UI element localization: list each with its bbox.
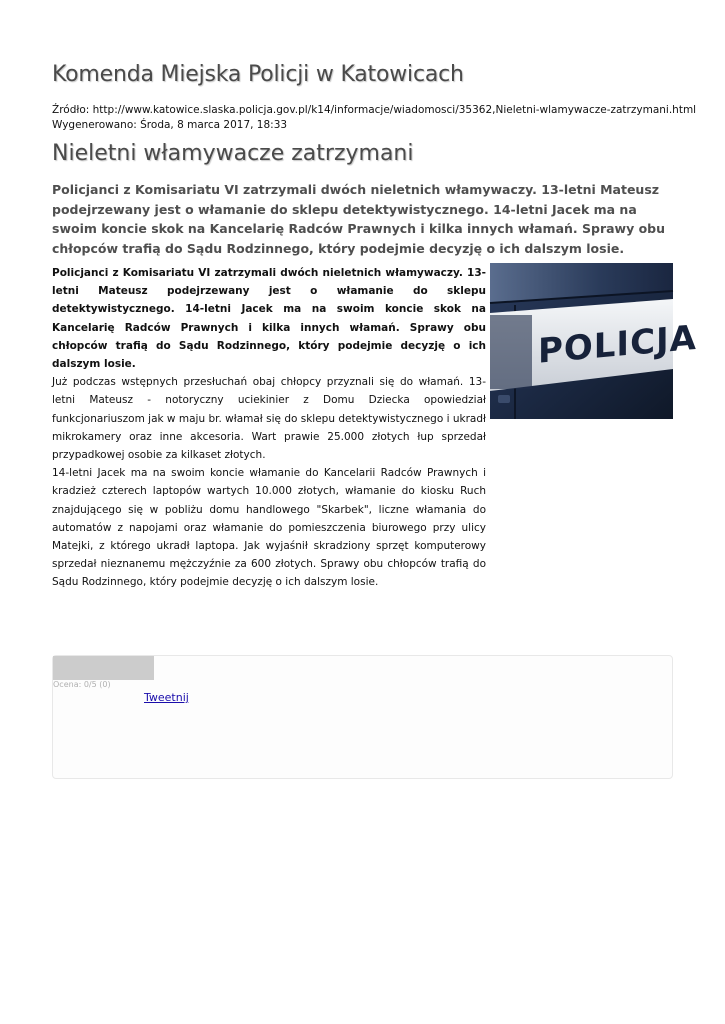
source-line: Źródło: http://www.katowice.slaska.policja.gov.pl/k14/informacje/wiadomosci/35362,Nieletni-wlamywacze-zatrzymani.html [52, 104, 697, 116]
document-meta [52, 103, 696, 133]
site-title: Komenda Miejska Policji w Katowicach [52, 62, 464, 87]
rating-share-box [52, 655, 673, 779]
article-paragraph-2: 14-letni Jacek ma na swoim koncie włamanie do Kancelarii Radców Prawnych i kradzież czterech laptopów wartych 10.000 złotych, włamanie do kiosku Ruch znajdującego się w pobliżu domu handlowego "Skarbek", liczne włamania do automatów z napojami oraz włamanie do pomieszczenia biurowego przy ulicy Matejki, z którego ukradł laptopa. Jak wyjaśnił skradziony sprzęt komputerowy sprzedał nieznanemu mężczyźnie za 600 złotych. Sprawy obu chłopców trafią do Sądu Rodzinnego, który podejmie decyzję o ich dalszym losie. [52, 467, 486, 589]
rating-stars-bar[interactable] [53, 656, 154, 680]
article-title: Nieletni włamywacze zatrzymani [52, 141, 414, 166]
police-van-image [490, 263, 697, 419]
article-body-lead: Policjanci z Komisariatu VI zatrzymali dwóch nieletnich włamywaczy. 13-letni Mateusz podejrzewany jest o włamanie do sklepu detektywistycznego. 14-letni Jacek ma na swoim koncie skok na Kancelarię Radców Prawnych i kilka innych włamań. Sprawy obu chłopców trafią do Sądu Rodzinnego, który podejmie decyzję o ich dalszym losie. [52, 267, 486, 371]
tweet-link[interactable]: Tweetnij [144, 691, 189, 704]
generated-date: Wygenerowano: Środa, 8 marca 2017, 18:33 [52, 119, 288, 131]
police-label-text: POLICJA [538, 317, 697, 372]
rating-label: Ocena: 0/5 (0) [53, 680, 111, 689]
article-lead: Policjanci z Komisariatu VI zatrzymali dwóch nieletnich włamywaczy. 13-letni Mateusz podejrzewany jest o włamanie do sklepu detektywistycznego. 14-letni Jacek ma na swoim koncie skok na Kancelarię Radców Prawnych i kilka innych włamań. Sprawy obu chłopców trafią do Sądu Rodzinnego, który podejmie decyzję o ich dalszym losie. [52, 182, 666, 256]
article-paragraph-1: Już podczas wstępnych przesłuchań obaj chłopcy przyznali się do włamań. 13-letni Mateusz - notoryczny uciekinier z Domu Dziecka opowiedział funkcjonariuszom jak w maju br. włamał się do sklepu detektywistycznego i ukradł mikrokamery oraz inne akcesoria. Wart prawie 25.000 złotych łup sprzedał przypadkowej osobie za kilkaset złotych. [52, 376, 486, 462]
police-van-photo [490, 263, 697, 419]
article-body [52, 264, 486, 592]
